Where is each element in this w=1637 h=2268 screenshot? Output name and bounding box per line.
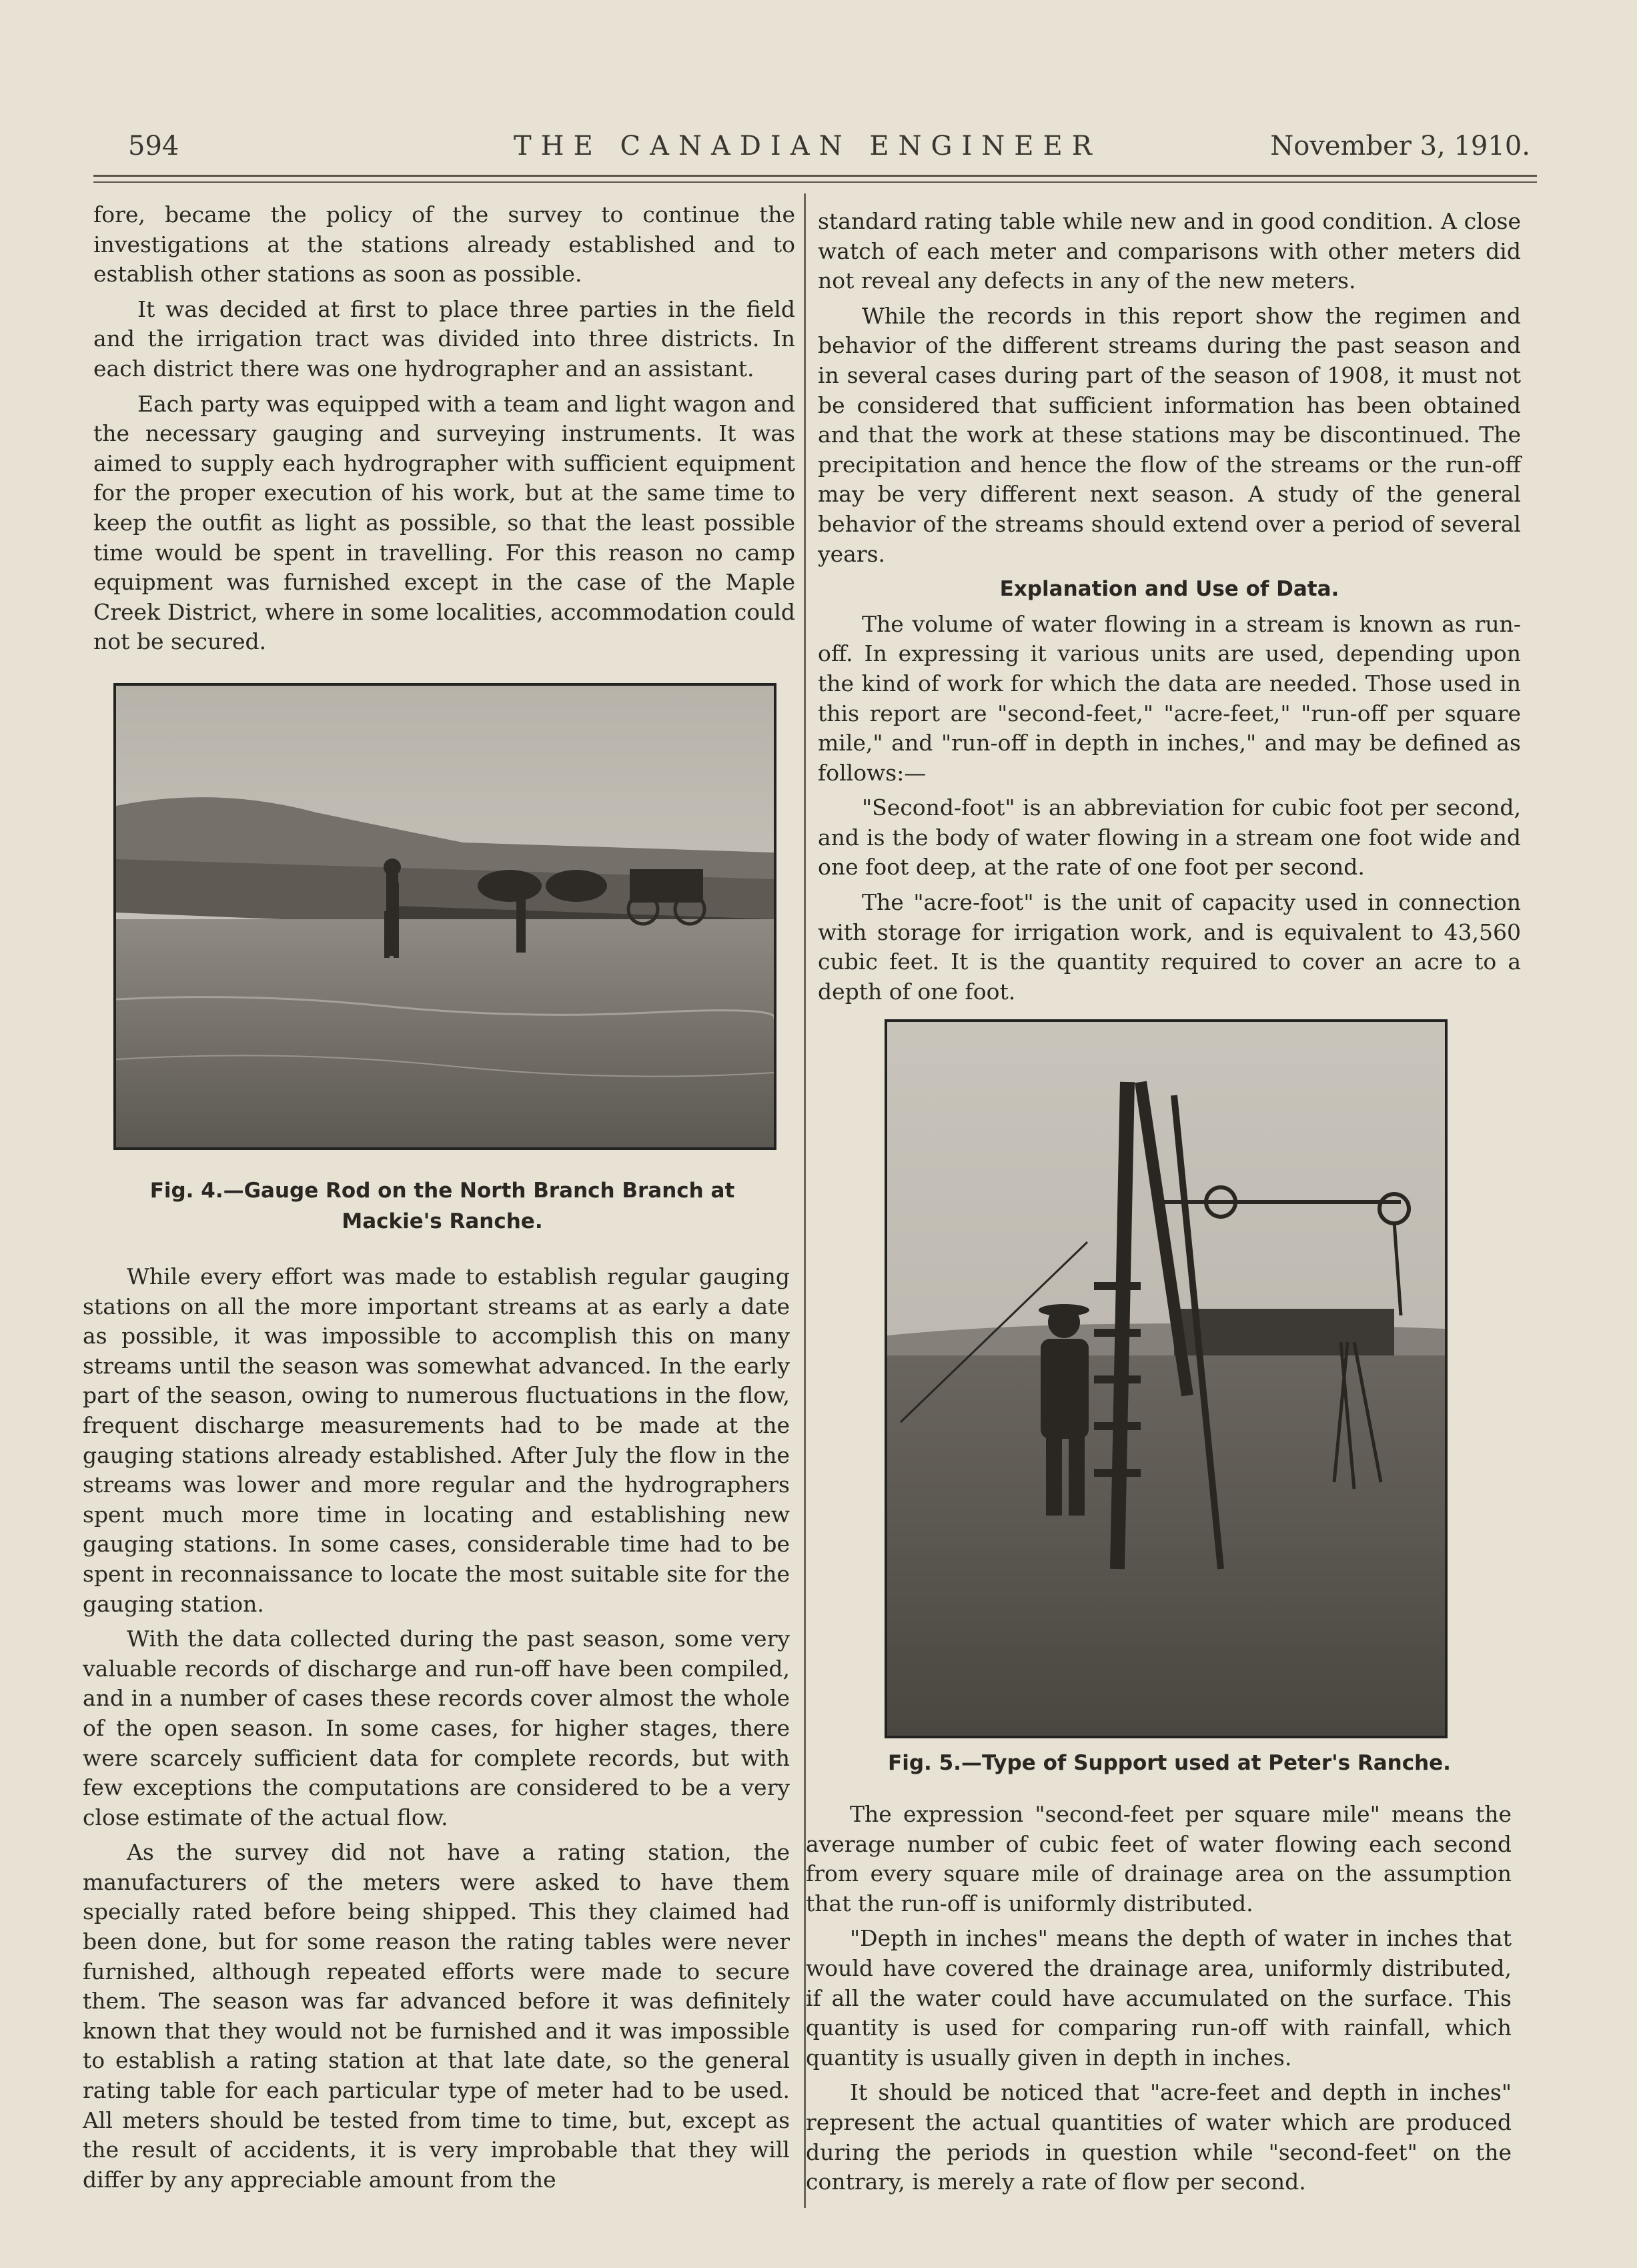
figure-4-caption-line-1: Fig. 4.—Gauge Rod on the North Branch Branch at: [149, 1179, 735, 1203]
figure-5-caption: Fig. 5.—Type of Support used at Peter's Ranche.: [888, 1751, 1451, 1775]
page-number: 594: [128, 131, 179, 161]
issue-date: November 3, 1910.: [1270, 131, 1530, 161]
left-column-top: [93, 200, 795, 662]
journal-title: THE CANADIAN ENGINEER: [514, 131, 1101, 161]
paragraph: While the records in this report show the regimen and behavior of the different streams during the past season and in several cases during part of the season of 1908, it must not be considered that sufficient information has been obtained and that the work at these stations may be discontinued. The precipitation and hence the flow of the streams or the run-off may be very different next season. A study of the general behavior of the streams should extend over a period of several years.: [818, 302, 1521, 567]
figure-5-photo: [885, 1019, 1448, 1738]
paragraph: While every effort was made to establish regular gauging stations on all the more important streams at as early a date as possible, it was impossible to accomplish this on many streams until the season was somewhat advanced. In the early part of the season, owing to numerous fluctuations in the flow, frequent discharge measurements had to be made at the gauging stations already established. After July the flow in the streams was lower and more regular and the hydrographers spent much more time in locating and establishing new gauging stations. In some cases, considerable time had to be spent in reconnaissance to locate the most suitable site for the gauging station.: [83, 1263, 790, 1617]
figure-4-caption: [113, 1175, 771, 1237]
paragraph: "Second-foot" is an abbreviation for cubic foot per second, and is the body of water flowing in a stream one foot wide and one foot deep, at the rate of one foot per second.: [818, 794, 1521, 881]
figure-4-photo: [113, 683, 776, 1150]
paragraph: The "acre-foot" is the unit of capacity used in connection with storage for irrigation work, and is equivalent to 43,560 cubic feet. It is the quantity required to cover an acre to a depth of one foot.: [818, 889, 1521, 1005]
paragraph: The expression "second-feet per square mile" means the average number of cubic feet of water flowing each second from every square mile of drainage area on the assumption that the run-off is uniformly distributed.: [806, 1801, 1512, 1916]
paragraph: As the survey did not have a rating station, the manufacturers of the meters were asked to have them specially rated before being shipped. This they claimed had been done, but for some reason the rating tables were never furnished, although repeated efforts were made to secure them. The season was far advanced before it was definitely known that they would not be furnished and it was impossible to establish a rating station at that late date, so the general rating table for each particular type of meter had to be used. All meters should be tested from time to time, but, except as the result of accidents, it is very improbable that they will differ by any appreciable amount from the: [83, 1839, 790, 2193]
paragraph: fore, became the policy of the survey to continue the investigations at the stations already established and to establish other stations as soon as possible.: [93, 201, 795, 288]
paragraph: Each party was equipped with a team and light wagon and the necessary gauging and surveying instruments. It was aimed to supply each hydrographer with sufficient equipment for the proper execution of his work, but at the same time to keep the outfit as light as possible, so that the least possible time would be spent in travelling. For this reason no camp equipment was furnished except in the case of the Maple Creek District, where in some localities, accommodation could not be secured.: [93, 390, 795, 655]
paragraph: With the data collected during the past season, some very valuable records of discharge and run-off have been compiled, and in a number of cases these records cover almost the whole of the open season. In some cases, for higher stages, there were scarcely sufficient data for complete records, but with few exceptions the computations are considered to be a very close estimate of the actual flow.: [83, 1626, 790, 1830]
paragraph: standard rating table while new and in good condition. A close watch of each meter and comparisons with other meters did not reveal any defects in any of the new meters.: [818, 208, 1521, 294]
right-column-top: [818, 207, 1521, 1012]
header-rule: [93, 175, 1537, 177]
header-rule-thin: [93, 181, 1537, 183]
left-column-bottom: [83, 1262, 790, 2200]
figure-4-caption-line-2: Mackie's Ranche.: [342, 1209, 543, 1233]
right-column-bottom: [806, 1800, 1512, 2203]
paragraph: It was decided at first to place three parties in the field and the irrigation tract was divided into three districts. In each district there was one hydrographer and an assistant.: [93, 296, 795, 382]
paragraph: The volume of water flowing in a stream is known as run-off. In expressing it various units are used, depending upon the kind of work for which the data are needed. Those used in this report are "second-feet," "acre-feet," "run-off per square mile," and "run-off in depth in inches," and may be defined as follows:—: [818, 610, 1521, 786]
paragraph: It should be noticed that "acre-feet and depth in inches" represent the actual quantities of water which are produced during the periods in question while "second-feet" on the contrary, is merely a rate of flow per second.: [806, 2079, 1512, 2195]
paragraph: "Depth in inches" means the depth of water in inches that would have covered the drainage area, uniformly distributed, if all the water could have accumulated on the surface. This quantity is used for comparing run-off with rainfall, which quantity is usually given in depth in inches.: [806, 1925, 1512, 2071]
section-heading: Explanation and Use of Data.: [999, 577, 1339, 602]
